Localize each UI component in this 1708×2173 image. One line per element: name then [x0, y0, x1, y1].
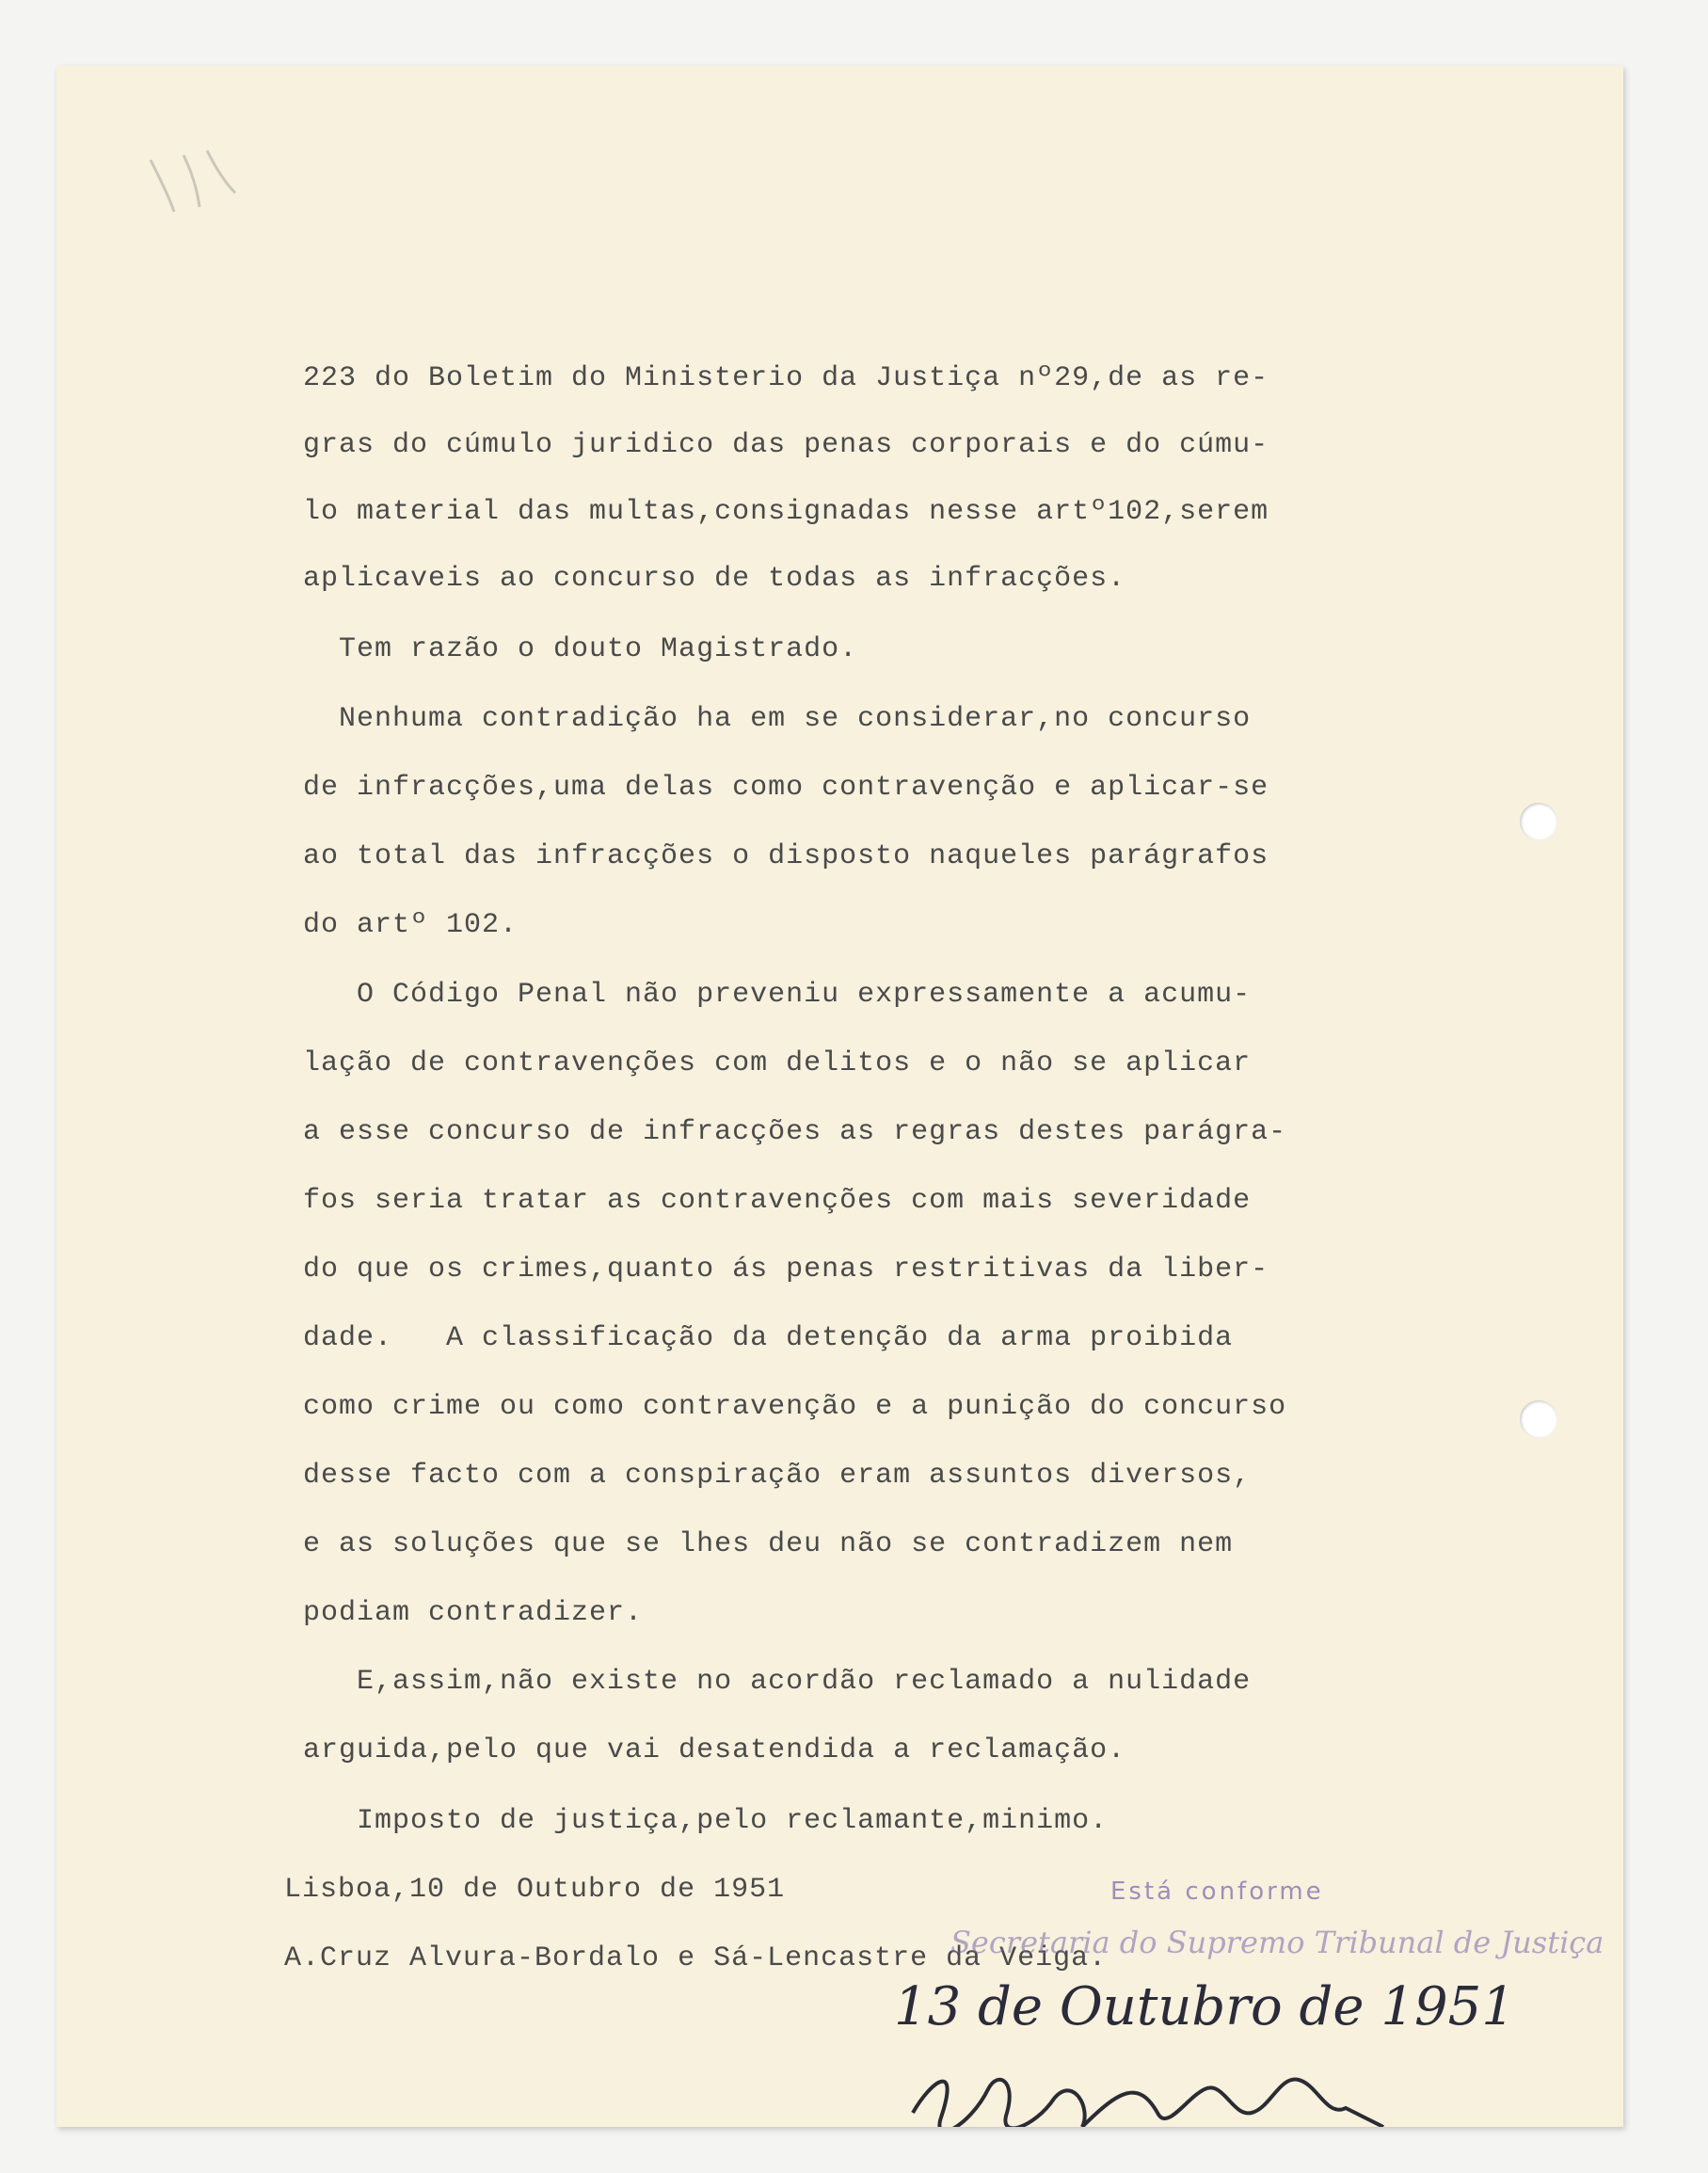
stamp-handwritten-date: 13 de Outubro de 1951: [894, 1976, 1515, 2037]
punch-hole-top: [1520, 803, 1557, 840]
text-line: aplicaveis ao concurso de todas as infracções.: [303, 563, 1126, 595]
text-line: lo material das multas,consignadas nesse artº102,serem: [303, 496, 1269, 528]
punch-hole-bottom: [1520, 1400, 1557, 1438]
text-line: ao total das infracções o disposto naqueles parágrafos: [303, 840, 1269, 872]
show-through-text: [696, 376, 807, 580]
text-line: dade. A classificação da detenção da arma proibida: [303, 1322, 1234, 1354]
text-line: fos seria tratar as contravenções com mais severidade: [303, 1185, 1252, 1217]
text-line: A.Cruz Alvura-Bordalo e Sá-Lencastre da Veiga.: [284, 1942, 1108, 1974]
text-line: do artº 102.: [303, 909, 519, 941]
text-line: Nenhuma contradição ha em se considerar,no concurso: [303, 703, 1252, 735]
text-line: Imposto de justiça,pelo reclamante,minimo.: [303, 1805, 1109, 1837]
text-line: de infracções,uma delas como contravenção e aplicar-se: [303, 772, 1269, 804]
text-line: 223 do Boletim do Ministerio da Justiça nº29,de as re-: [303, 362, 1269, 394]
stamp-secretaria: Secretaria do Supremo Tribunal de Justiça: [950, 1925, 1604, 1960]
paper-sheet: [56, 66, 1623, 2127]
text-line: podiam contradizer.: [303, 1597, 644, 1629]
text-line: gras do cúmulo juridico das penas corporais e do cúmu-: [303, 429, 1269, 461]
text-line: Tem razão o douto Magistrado.: [303, 633, 858, 665]
text-line: e as soluções que se lhes deu não se contradizem nem: [303, 1528, 1234, 1560]
text-line: como crime ou como contravenção e a punição do concurso: [303, 1391, 1287, 1423]
signature-icon: [903, 2023, 1393, 2127]
text-line: a esse concurso de infracções as regras destes parágra-: [303, 1116, 1287, 1148]
text-line: Lisboa,10 de Outubro de 1951: [284, 1874, 786, 1906]
text-line: do que os crimes,quanto ás penas restritivas da liber-: [303, 1254, 1269, 1286]
pencil-mark-icon: [141, 141, 245, 226]
stamp-conforme: Está conforme: [1110, 1877, 1324, 1906]
text-line: E,assim,não existe no acordão reclamado a nulidade: [303, 1666, 1252, 1698]
text-line: lação de contravenções com delitos e o não se aplicar: [303, 1047, 1252, 1079]
text-line: O Código Penal não preveniu expressamente a acumu-: [303, 979, 1252, 1011]
text-line: desse facto com a conspiração eram assuntos diversos,: [303, 1460, 1252, 1492]
text-line: arguida,pelo que vai desatendida a reclamação.: [303, 1734, 1126, 1766]
